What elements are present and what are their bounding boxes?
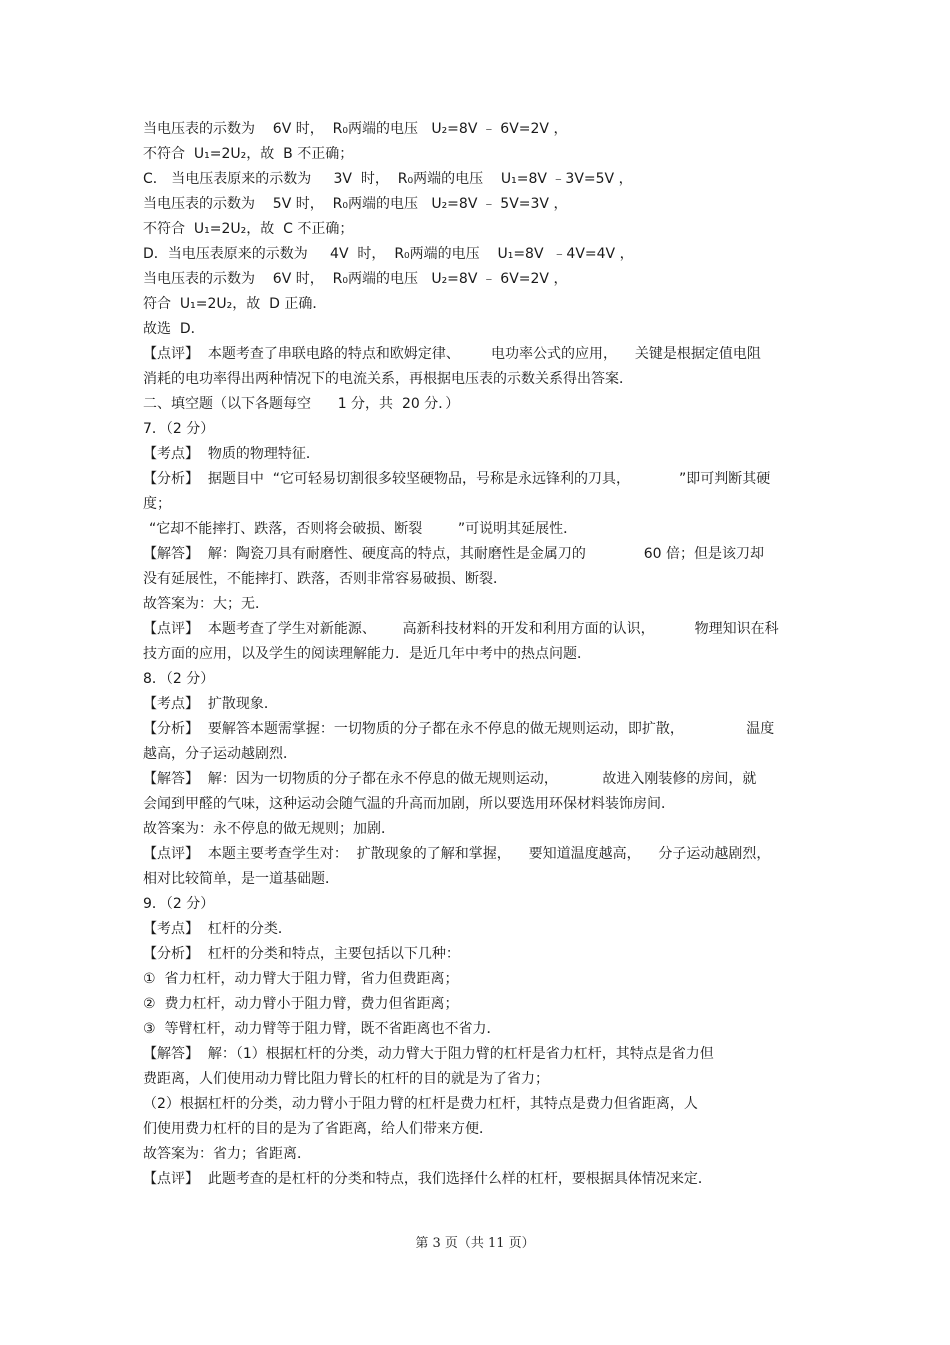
text-line: 故答案为：省力；省距离． <box>143 1146 311 1162</box>
list-item: ② 费力杠杆，动力臂小于阻力臂，费力但省距离； <box>143 996 459 1012</box>
text-line: 会闻到甲醛的气味，这种运动会随气温的升高而加剧，所以要选用环保材料装饰房间． <box>143 796 675 812</box>
text-line: 相对比较简单，是一道基础题． <box>143 871 339 887</box>
list-item: ③ 等臂杠杆，动力臂等于阻力臂，既不省距离也不省力． <box>143 1021 501 1037</box>
text-line: 消耗的电功率得出两种情况下的电流关系，再根据电压表的示数关系得出答案． <box>143 371 633 387</box>
text-line: C． 当电压表原来的示数为 3V 时， R₀两端的电压 U₁=8V ﹣3V=5V ， <box>143 171 633 187</box>
text-line: 故选 D． <box>143 321 205 337</box>
text-line: 度； <box>143 496 171 512</box>
text-line: 故答案为：永不停息的做无规则；加剧． <box>143 821 395 837</box>
text-line: 技方面的应用，以及学生的阅读理解能力．是近几年中考中的热点问题． <box>143 646 591 662</box>
text-line: D．当电压表原来的示数为 4V 时， R₀两端的电压 U₁=8V ﹣4V=4V ， <box>143 246 634 262</box>
text-line: （2）根据杠杆的分类，动力臂小于阻力臂的杠杆是费力杠杆，其特点是费力但省距离，人 <box>143 1096 698 1112</box>
text-line: 【分析】 要解答本题需掌握：一切物质的分子都在永不停息的做无规则运动，即扩散， 温度 <box>143 721 775 737</box>
text-line: 【点评】 此题考查的是杠杆的分类和特点，我们选择什么样的杠杆，要根据具体情况来定． <box>143 1171 712 1187</box>
text-line: 【解答】 解：陶瓷刀具有耐磨性、硬度高的特点，其耐磨性是金属刀的 60 倍；但是该刀却 <box>143 546 765 562</box>
question-number: 9．（2 分） <box>143 896 215 912</box>
text-line: 【考点】 杠杆的分类． <box>143 921 292 937</box>
text-line: 当电压表的示数为 5V 时， R₀两端的电压 U₂=8V ﹣ 5V=3V ， <box>143 196 568 212</box>
document-body <box>143 117 823 1192</box>
text-line: 【点评】 本题考查了学生对新能源、 高新科技材料的开发和利用方面的认识， 物理知识在科 <box>143 621 779 637</box>
text-line: 【解答】 解：因为一切物质的分子都在永不停息的做无规则运动， 故进入刚装修的房间，就 <box>143 771 757 787</box>
text-line: 当电压表的示数为 6V 时， R₀两端的电压 U₂=8V ﹣ 6V=2V ， <box>143 271 568 287</box>
text-line: 们使用费力杠杆的目的是为了省距离，给人们带来方便． <box>143 1121 493 1137</box>
text-line: 不符合 U₁=2U₂，故 C 不正确； <box>143 221 354 237</box>
list-item: ① 省力杠杆，动力臂大于阻力臂，省力但费距离； <box>143 971 459 987</box>
text-line: 当电压表的示数为 6V 时， R₀两端的电压 U₂=8V ﹣ 6V=2V ， <box>143 121 568 137</box>
text-line: 【分析】 据题目中 “它可轻易切割很多较坚硬物品，号称是永远锋利的刀具， ”即可判断其硬 <box>143 471 771 487</box>
text-line: 【解答】 解：（1）根据杠杆的分类，动力臂大于阻力臂的杠杆是省力杠杆，其特点是省力但 <box>143 1046 714 1062</box>
text-line: 没有延展性，不能摔打、跌落，否则非常容易破损、断裂． <box>143 571 507 587</box>
text-line: 故答案为：大；无． <box>143 596 269 612</box>
page-footer: 第 3 页（共 11 页） <box>415 1236 535 1251</box>
text-line: “它却不能摔打、跌落，否则将会破损、断裂 ”可说明其延展性． <box>149 521 578 537</box>
text-line: 符合 U₁=2U₂，故 D 正确． <box>143 296 327 312</box>
text-line: 【考点】 物质的物理特征． <box>143 446 320 462</box>
text-line: 【考点】 扩散现象． <box>143 696 278 712</box>
text-line: 不符合 U₁=2U₂，故 B 不正确； <box>143 146 354 162</box>
section-heading: 二、填空题（以下各题每空 1 分，共 20 分．） <box>143 396 460 412</box>
question-number: 7．（2 分） <box>143 421 215 437</box>
text-line: 费距离，人们使用动力臂比阻力臂长的杠杆的目的就是为了省力； <box>143 1071 549 1087</box>
text-line: 【点评】 本题考查了串联电路的特点和欧姆定律、 电功率公式的应用， 关键是根据定值电阻 <box>143 346 761 362</box>
text-line: 【分析】 杠杆的分类和特点，主要包括以下几种： <box>143 946 460 962</box>
question-number: 8．（2 分） <box>143 671 215 687</box>
text-line: 越高，分子运动越剧烈． <box>143 746 297 762</box>
text-line: 【点评】 本题主要考查学生对： 扩散现象的了解和掌握， 要知道温度越高， 分子运动越剧烈， <box>143 846 771 862</box>
